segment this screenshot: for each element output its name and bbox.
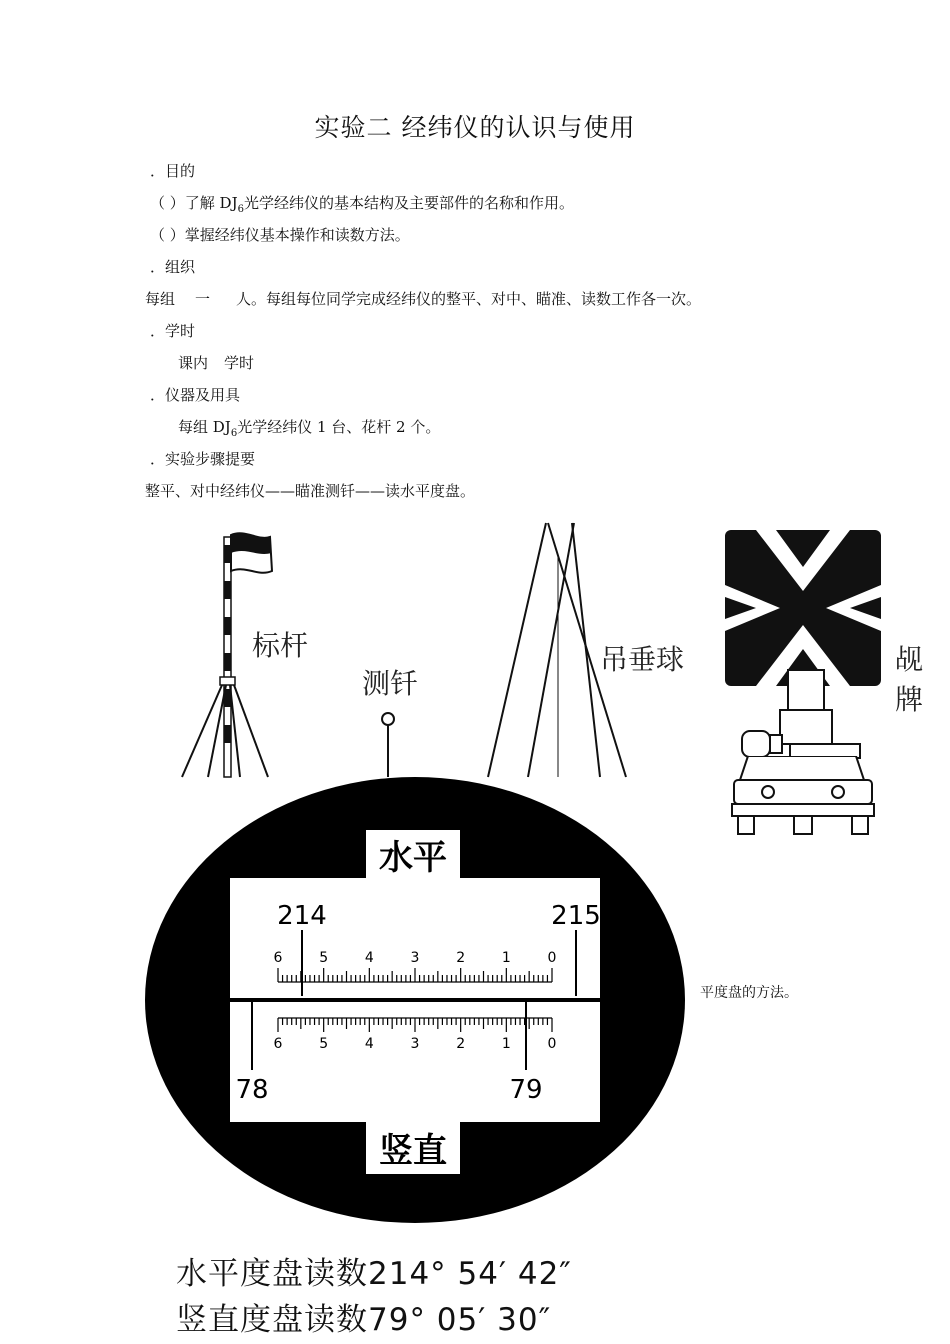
survey-pin-figure <box>382 713 394 777</box>
section-hours-heading: ．学时 <box>150 322 196 340</box>
tools-illustration <box>0 515 950 780</box>
dial-h-scale-number: 5 <box>319 950 329 966</box>
dial-v-scale-number: 2 <box>456 1036 466 1052</box>
dial-h-scale-number: 6 <box>273 950 283 966</box>
label-plumb-bob: 吊垂球 <box>600 643 685 676</box>
label-target: 觇牌 <box>895 643 924 716</box>
dial-h-scale-number: 2 <box>456 950 466 966</box>
dial-h-scale-number: 1 <box>501 950 511 966</box>
dial-v-scale-number: 6 <box>273 1036 283 1052</box>
dial-label-vertical: 竖直 <box>379 1131 447 1171</box>
side-text: 平度盘的方法。 <box>700 985 798 1001</box>
section-equipment-heading: ．仪器及用具 <box>150 386 241 404</box>
target-figure <box>725 530 881 758</box>
dial-v-scale-number: 0 <box>547 1036 557 1052</box>
dial-h-degree-left: 214 <box>277 901 327 931</box>
vertical-reading: 竖直度盘读数79° 05′ 30″ <box>176 1302 552 1338</box>
dial-h-degree-right: 215 <box>551 901 601 931</box>
horizontal-reading: 水平度盘读数214° 54′ 42″ <box>176 1256 572 1292</box>
dial-v-scale-number: 3 <box>410 1036 420 1052</box>
page-title: 实验二 经纬仪的认识与使用 <box>314 113 636 142</box>
steps-text: 整平、对中经纬仪——瞄准测钎——读水平度盘。 <box>145 482 476 500</box>
dial-v-degree-right: 79 <box>509 1075 543 1105</box>
purpose-item-1: （ ）了解 $DJ_6$光学经纬仪的基本结构及主要部件的名称和作用。 <box>150 194 574 215</box>
dial-v-scale-number: 4 <box>364 1036 374 1052</box>
dial-v-degree-left: 78 <box>235 1075 269 1105</box>
section-organization-heading: ．组织 <box>150 258 196 276</box>
label-range-pole: 标杆 <box>252 629 309 662</box>
hours-text: 课内 学时 <box>178 354 255 372</box>
section-purpose-heading: ．目的 <box>150 162 196 180</box>
section-steps-heading: ．实验步骤提要 <box>150 450 256 468</box>
equipment-text: 每组 $DJ_6$光学经纬仪 1 台、花杆 2 个。 <box>178 418 441 439</box>
organization-text: 每组 一 人。每组每位同学完成经纬仪的整平、对中、瞄准、读数工作各一次。 <box>145 290 702 308</box>
reading-dial <box>144 776 686 1224</box>
dial-label-horizontal: 水平 <box>379 838 447 878</box>
tribrach-base-figure <box>728 756 878 838</box>
dial-h-scale-number: 3 <box>410 950 420 966</box>
dial-h-scale-number: 0 <box>547 950 557 966</box>
dial-h-scale-number: 4 <box>364 950 374 966</box>
dial-v-scale-number: 1 <box>501 1036 511 1052</box>
label-survey-pin: 测钎 <box>362 667 419 700</box>
dial-v-scale-number: 5 <box>319 1036 329 1052</box>
purpose-item-2: （ ）掌握经纬仪基本操作和读数方法。 <box>150 226 410 244</box>
